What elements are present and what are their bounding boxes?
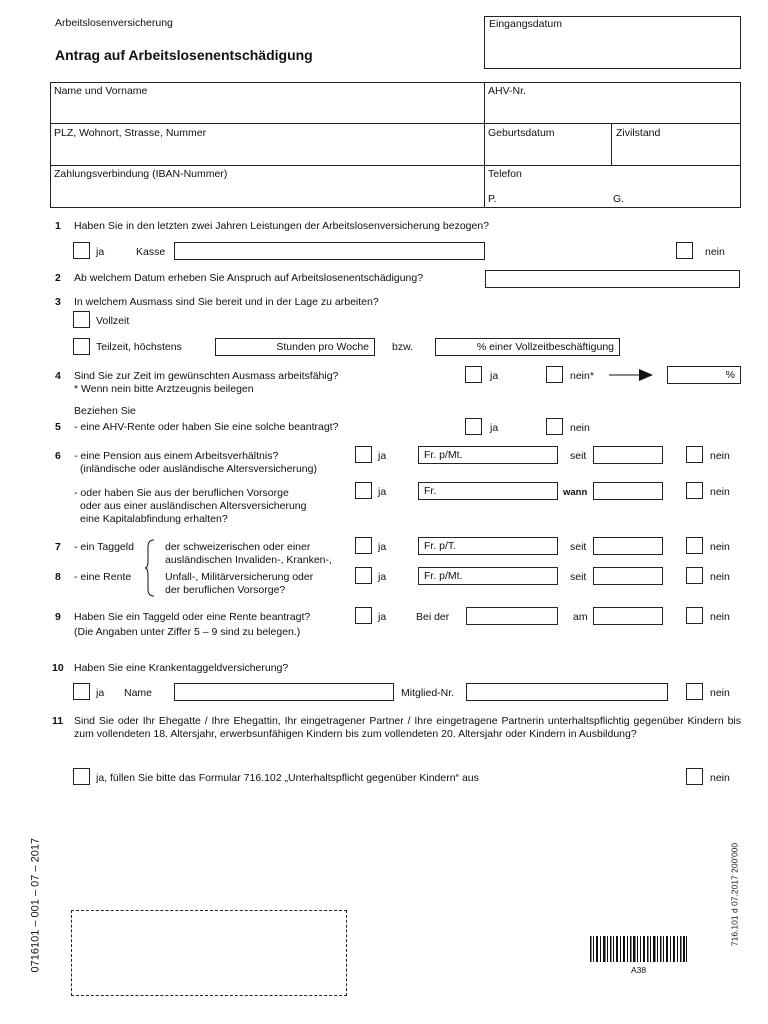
q6-question-sub: (inländische oder ausländische Altersversicherung) <box>80 463 317 475</box>
curly-brace-icon <box>144 539 158 597</box>
q2-date-input[interactable] <box>485 270 740 288</box>
q10-yes-checkbox[interactable] <box>73 683 90 700</box>
q6-capital-when-label: wann <box>563 487 588 498</box>
q6-number: 6 <box>55 450 61 462</box>
q4-question: Sind Sie zur Zeit im gewünschten Ausmass arbeitsfähig? <box>74 370 339 382</box>
q1-no-checkbox[interactable] <box>676 242 693 259</box>
q78-desc-3: Unfall-, Militärversicherung oder <box>165 571 314 583</box>
q1-yes-label: ja <box>96 246 105 258</box>
phone-label: Telefon <box>488 168 522 180</box>
form-title: Antrag auf Arbeitslosenentschädigung <box>55 47 313 63</box>
address-field[interactable] <box>51 124 483 164</box>
q4-no-label: nein* <box>570 370 594 382</box>
q4-yes-label: ja <box>490 370 499 382</box>
q6-capital-yes-checkbox[interactable] <box>355 482 372 499</box>
q10-question: Haben Sie eine Krankentaggeldversicherung? <box>74 662 289 674</box>
q10-no-checkbox[interactable] <box>686 683 703 700</box>
q3-question: In welchem Ausmass sind Sie bereit und in der Lage zu arbeiten? <box>74 296 379 308</box>
q10-name-label: Name <box>124 687 153 699</box>
q10-yes-label: ja <box>96 687 105 699</box>
q7-no-checkbox[interactable] <box>686 537 703 554</box>
q8-yes-label: ja <box>378 571 387 583</box>
name-field[interactable] <box>51 83 483 122</box>
arrow-right-icon <box>609 367 655 383</box>
q1-question: Haben Sie in den letzten zwei Jahren Leistungen der Arbeitslosenversicherung bezogen? <box>74 220 490 232</box>
q6-capital-no-label: nein <box>710 486 730 498</box>
q3-fulltime-checkbox[interactable] <box>73 311 90 328</box>
q8-amount-input[interactable]: Fr. p/Mt. <box>418 567 558 585</box>
iban-field[interactable] <box>51 166 483 207</box>
q6-pension-yes-checkbox[interactable] <box>355 446 372 463</box>
phone-business-label: G. <box>613 193 625 205</box>
q11-no-label: nein <box>710 772 730 784</box>
signature-stamp-area[interactable] <box>71 910 347 996</box>
ahv-label: AHV-Nr. <box>488 85 526 97</box>
q6-capital-question: - oder haben Sie aus der beruflichen Vorsorge <box>74 487 289 499</box>
q3-percent-input[interactable]: % einer Vollzeitbeschäftigung <box>435 338 620 356</box>
q6-capital-yes-label: ja <box>378 486 387 498</box>
q3-hours-input[interactable]: Stunden pro Woche <box>215 338 375 356</box>
q6-capital-no-checkbox[interactable] <box>686 482 703 499</box>
q9-yes-label: ja <box>378 611 387 623</box>
q78-desc-1: der schweizerischen oder einer <box>165 541 311 553</box>
q4-number: 4 <box>55 370 61 382</box>
q4-yes-checkbox[interactable] <box>465 366 482 383</box>
phone-private-label: P. <box>488 193 497 205</box>
q9-no-label: nein <box>710 611 730 623</box>
q1-number: 1 <box>55 220 61 232</box>
q6-pension-yes-label: ja <box>378 450 387 462</box>
q4-percent-input[interactable]: % <box>667 366 741 384</box>
q7-no-label: nein <box>710 541 730 553</box>
q8-yes-checkbox[interactable] <box>355 567 372 584</box>
q5-yes-checkbox[interactable] <box>465 418 482 435</box>
q7-yes-checkbox[interactable] <box>355 537 372 554</box>
q10-name-input[interactable] <box>174 683 394 701</box>
address-label: PLZ, Wohnort, Strasse, Nummer <box>54 127 207 139</box>
q9-no-checkbox[interactable] <box>686 607 703 624</box>
receipt-date-field[interactable] <box>484 16 741 69</box>
q6-capital-amount-input[interactable]: Fr. <box>418 482 558 500</box>
q5-yes-label: ja <box>490 422 499 434</box>
q6-question: - eine Pension aus einem Arbeitsverhältnis? <box>74 450 279 462</box>
civil-status-label: Zivilstand <box>616 127 661 139</box>
barcode-icon <box>590 936 688 962</box>
q6-pension-no-checkbox[interactable] <box>686 446 703 463</box>
q78-desc-2: ausländischen Invaliden-, Kranken-, <box>165 554 332 566</box>
q9-insurer-label: Bei der <box>416 611 450 623</box>
q3-bzw-label: bzw. <box>392 341 414 353</box>
q5-no-label: nein <box>570 422 590 434</box>
barcode-text: A38 <box>631 965 647 975</box>
q8-no-checkbox[interactable] <box>686 567 703 584</box>
q3-number: 3 <box>55 296 61 308</box>
q9-date-input[interactable] <box>593 607 663 625</box>
form-code-right-wrap <box>720 820 750 970</box>
q3-fulltime-label: Vollzeit <box>96 315 130 327</box>
q5-question: - eine AHV-Rente oder haben Sie eine solche beantragt? <box>74 421 339 433</box>
q10-member-input[interactable] <box>466 683 668 701</box>
q3-parttime-checkbox[interactable] <box>73 338 90 355</box>
q10-number: 10 <box>52 662 64 674</box>
birthdate-field[interactable] <box>485 124 610 164</box>
q9-number: 9 <box>55 611 61 623</box>
q11-no-checkbox[interactable] <box>686 768 703 785</box>
q2-number: 2 <box>55 272 61 284</box>
phone-field[interactable] <box>485 166 740 207</box>
iban-label: Zahlungsverbindung (IBAN-Nummer) <box>54 168 228 180</box>
q8-since-input[interactable] <box>593 567 663 585</box>
q8-no-label: nein <box>710 571 730 583</box>
q9-note: (Die Angaben unter Ziffer 5 – 9 sind zu belegen.) <box>74 626 301 638</box>
q6-capital-question-2: oder aus einer ausländischen Altersversicherung <box>80 500 307 512</box>
q11-number: 11 <box>52 715 64 727</box>
q1-no-label: nein <box>705 246 725 258</box>
q4-no-checkbox[interactable] <box>546 366 563 383</box>
receipt-date-label: Eingangsdatum <box>489 18 562 30</box>
q5-number: 5 <box>55 421 61 433</box>
q7-question: - ein Taggeld <box>74 541 134 553</box>
q5-intro: Beziehen Sie <box>74 405 136 417</box>
q11-question: Sind Sie oder Ihr Ehegatte / Ihre Ehegattin, Ihr eingetragener Partner / Ihre eingetragene Partnerin unterhaltspflichtig gegenüber Kindern bis zum vollendeten 18. Altersjahr, erwerbsunfähigen Kindern bis zum vollendeten 20. Altersjahr oder Kindern in Ausbildung? <box>74 715 741 740</box>
q7-amount-input[interactable]: Fr. p/T. <box>418 537 558 555</box>
form-code-right: 716.101 d 07.2017 200'000 <box>729 842 740 947</box>
name-label: Name und Vorname <box>54 85 148 97</box>
q6-pension-amount-input[interactable]: Fr. p/Mt. <box>418 446 558 464</box>
civil-status-field[interactable] <box>612 124 740 164</box>
q6-pension-no-label: nein <box>710 450 730 462</box>
q6-capital-question-3: eine Kapitalabfindung erhalten? <box>80 513 228 525</box>
q7-since-label: seit <box>570 541 587 553</box>
q9-insurer-input[interactable] <box>466 607 558 625</box>
q4-note: * Wenn nein bitte Arztzeugnis beilegen <box>74 383 254 395</box>
q1-kasse-label: Kasse <box>136 246 166 258</box>
q10-member-label: Mitglied-Nr. <box>401 687 455 699</box>
q1-kasse-input[interactable] <box>174 242 485 260</box>
q6-capital-when-input[interactable] <box>593 482 663 500</box>
birthdate-label: Geburtsdatum <box>488 127 555 139</box>
q7-number: 7 <box>55 541 61 553</box>
q7-yes-label: ja <box>378 541 387 553</box>
q2-question: Ab welchem Datum erheben Sie Anspruch auf Arbeitslosenentschädigung? <box>74 272 424 284</box>
q8-number: 8 <box>55 571 61 583</box>
q6-pension-since-input[interactable] <box>593 446 663 464</box>
q9-yes-checkbox[interactable] <box>355 607 372 624</box>
org-name: Arbeitslosenversicherung <box>55 17 173 29</box>
q10-no-label: nein <box>710 687 730 699</box>
q11-yes-checkbox[interactable] <box>73 768 90 785</box>
ahv-field[interactable] <box>485 83 740 122</box>
q6-pension-since-label: seit <box>570 450 587 462</box>
q8-question: - eine Rente <box>74 571 132 583</box>
q7-since-input[interactable] <box>593 537 663 555</box>
q8-since-label: seit <box>570 571 587 583</box>
form-code-left: 0716101 – 001 – 07 – 2017 <box>29 837 42 973</box>
form-code-left-wrap <box>26 837 46 973</box>
q78-desc-4: der beruflichen Vorsorge? <box>165 584 286 596</box>
q11-yes-label: ja, füllen Sie bitte das Formular 716.102 „Unterhaltspflicht gegenüber Kindern“ aus <box>96 772 479 784</box>
q9-date-label: am <box>573 611 588 623</box>
q1-yes-checkbox[interactable] <box>73 242 90 259</box>
q3-parttime-label: Teilzeit, höchstens <box>96 341 182 353</box>
q9-question: Haben Sie ein Taggeld oder eine Rente beantragt? <box>74 611 311 623</box>
q5-no-checkbox[interactable] <box>546 418 563 435</box>
